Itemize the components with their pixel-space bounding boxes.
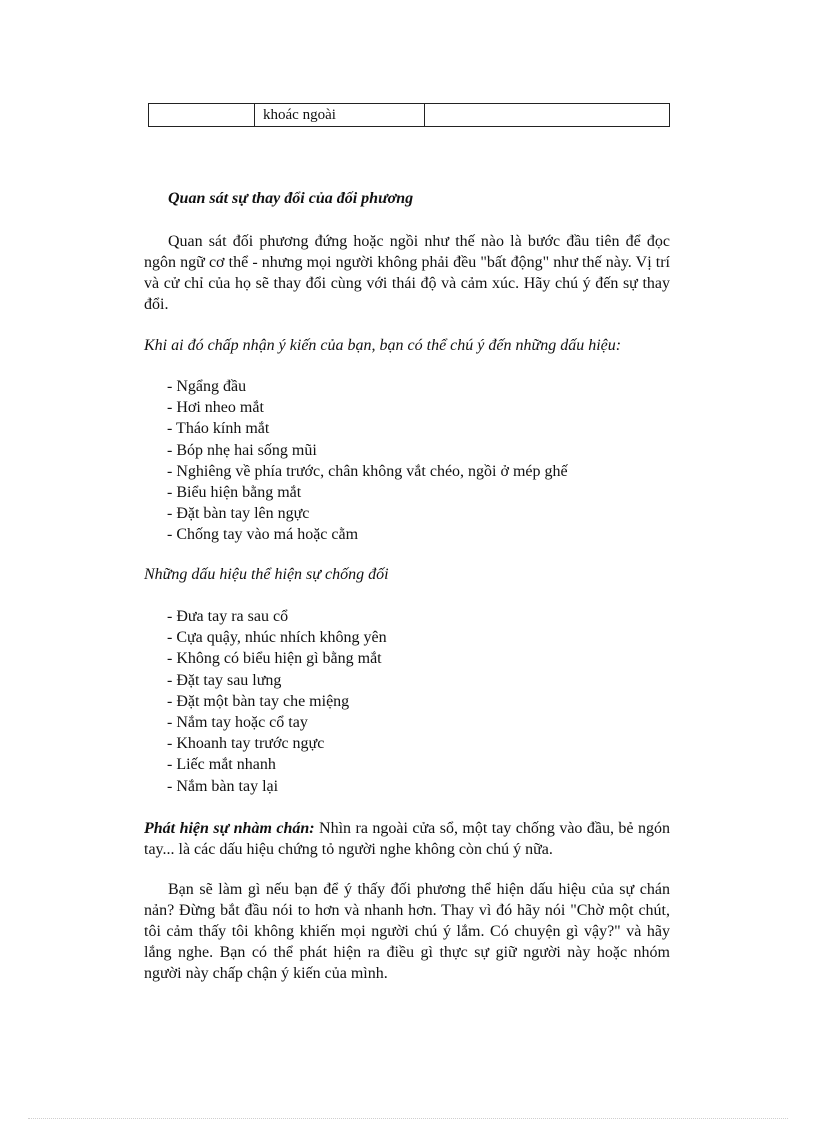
list-item: - Đặt bàn tay lên ngực [167, 505, 310, 523]
list-item: - Không có biểu hiện gì bằng mắt [167, 650, 382, 668]
boredom-paragraph [144, 818, 670, 860]
list-item: - Liếc mắt nhanh [167, 756, 276, 774]
list-item: - Ngẩng đầu [167, 378, 247, 395]
section-heading: Quan sát sự thay đổi của đối phương [168, 190, 414, 207]
partial-table [148, 103, 670, 127]
list-item: - Đặt một bàn tay che miệng [167, 692, 350, 710]
list-item: - Tháo kính mắt [167, 420, 270, 438]
list-item: - Biểu hiện bằng mắt [167, 484, 302, 502]
opposition-signs-list [167, 606, 693, 797]
list-item: - Cựa quậy, nhúc nhích không yên [167, 629, 387, 647]
list-item: - Khoanh tay trước ngực [167, 735, 325, 753]
closing-paragraph [144, 879, 670, 984]
table-cell: khoác ngoài [255, 104, 425, 127]
table-cell [425, 104, 670, 127]
closing-paragraph-text: Bạn sẽ làm gì nếu bạn để ý thấy đối phương thể hiện dấu hiệu của sự chán nản? Đừng bắt đầu nói to hơn và nhanh hơn. Thay vì đó hãy nói "Chờ một chút, tôi cảm thấy tôi không khiến mọi người chú ý lắm. Có chuyện gì vậy?" và hãy lắng nghe. Bạn có thể phát hiện ra điều gì thực sự giữ người này hoặc nhóm người này chấp chận ý kiến của mình. [144, 881, 670, 982]
table-row [149, 104, 670, 127]
list-item: - Nghiêng về phía trước, chân không vắt chéo, ngồi ở mép ghế [167, 462, 568, 480]
acceptance-signs-list [167, 376, 693, 546]
list-item: - Đưa tay ra sau cổ [167, 608, 289, 625]
page-bottom-divider [28, 1118, 788, 1119]
acceptance-signs-title: Khi ai đó chấp nhận ý kiến của bạn, bạn có thể chú ý đến những dấu hiệu: [144, 337, 622, 354]
list-item: - Bóp nhẹ hai sống mũi [167, 441, 317, 459]
list-item: - Chống tay vào má hoặc cằm [167, 526, 359, 544]
opposition-signs-title: Những dấu hiệu thể hiện sự chống đối [144, 566, 389, 583]
list-item: - Nắm tay hoặc cổ tay [167, 714, 308, 732]
intro-paragraph [144, 231, 670, 315]
boredom-text: Nhìn ra ngoài cửa sổ, một tay chống vào đầu, bẻ ngón tay... là các dấu hiệu chứng tỏ người nghe không còn chú ý nữa. [144, 820, 670, 858]
list-item: - Nắm bàn tay lại [167, 777, 279, 795]
boredom-label: Phát hiện sự nhàm chán: [144, 820, 315, 837]
list-item: - Đặt tay sau lưng [167, 671, 282, 689]
list-item: - Hơi nheo mắt [167, 399, 264, 417]
table-cell [149, 104, 255, 127]
intro-paragraph-text: Quan sát đối phương đứng hoặc ngồi như thế nào là bước đầu tiên để đọc ngôn ngữ cơ thể - nhưng mọi người không phải đều "bất động" như thế này. Vị trí và cử chỉ của họ sẽ thay đổi cùng với thái độ và cảm xúc. Hãy chú ý đến sự thay đổi. [144, 233, 670, 313]
